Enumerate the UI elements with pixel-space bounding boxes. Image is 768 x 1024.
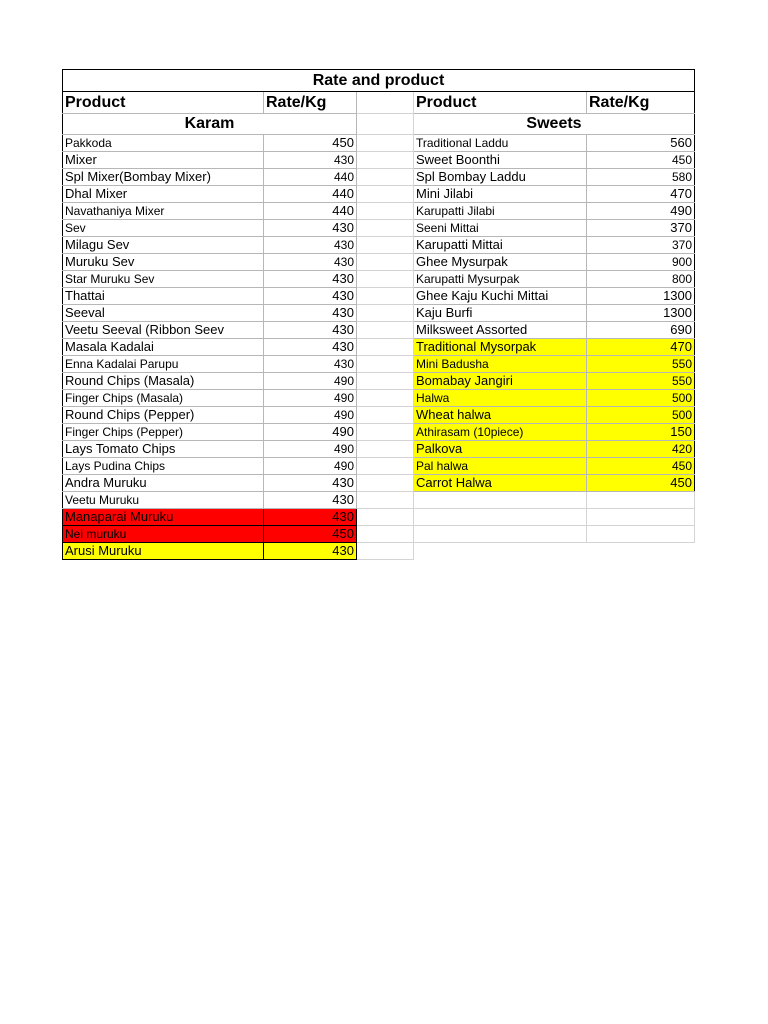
table-row: [63, 271, 695, 288]
sweets-product-name[interactable]: Kaju Burfi: [414, 305, 587, 322]
karam-product-name[interactable]: Sev: [63, 220, 264, 237]
karam-product-rate[interactable]: 430: [264, 152, 357, 169]
sweets-product-rate[interactable]: 800: [587, 271, 695, 288]
karam-product-name[interactable]: Milagu Sev: [63, 237, 264, 254]
empty-cell[interactable]: [414, 492, 587, 509]
table-row: [63, 356, 695, 373]
table-row: [63, 305, 695, 322]
sweets-product-name[interactable]: Bomabay Jangiri: [414, 373, 587, 390]
karam-product-rate[interactable]: 430: [264, 475, 357, 492]
rate-sheet: [62, 69, 695, 560]
gap-cell[interactable]: [357, 356, 414, 373]
karam-product-name[interactable]: Enna Kadalai Parupu: [63, 356, 264, 373]
karam-product-name[interactable]: Veetu Seeval (Ribbon Seev: [63, 322, 264, 339]
karam-product-name[interactable]: Lays Pudina Chips: [63, 458, 264, 475]
karam-product-name[interactable]: Navathaniya Mixer: [63, 203, 264, 220]
empty-cell[interactable]: [414, 509, 587, 526]
karam-product-rate[interactable]: 450: [264, 135, 357, 152]
empty-cell[interactable]: [414, 526, 587, 543]
gap-cell[interactable]: [357, 305, 414, 322]
sweets-product-rate[interactable]: 500: [587, 407, 695, 424]
karam-product-name[interactable]: Round Chips (Pepper): [63, 407, 264, 424]
sweets-product-rate[interactable]: 500: [587, 390, 695, 407]
sweets-product-name[interactable]: Wheat halwa: [414, 407, 587, 424]
karam-product-rate[interactable]: 430: [264, 543, 357, 560]
gap-cell[interactable]: [357, 543, 414, 560]
gap-cell[interactable]: [357, 526, 414, 543]
karam-product-rate[interactable]: 490: [264, 373, 357, 390]
sweets-product-rate[interactable]: 580: [587, 169, 695, 186]
karam-product-name[interactable]: Spl Mixer(Bombay Mixer): [63, 169, 264, 186]
sweets-product-name[interactable]: Karupatti Mysurpak: [414, 271, 587, 288]
sweets-product-rate[interactable]: 470: [587, 339, 695, 356]
karam-product-rate[interactable]: 430: [264, 220, 357, 237]
category-sweets[interactable]: Sweets: [414, 114, 695, 135]
table-row: [63, 322, 695, 339]
header-right-product[interactable]: Product: [414, 92, 587, 114]
table-row: [63, 186, 695, 203]
table-row: [63, 254, 695, 271]
sweets-product-rate[interactable]: 900: [587, 254, 695, 271]
sweets-product-rate[interactable]: 1300: [587, 305, 695, 322]
karam-product-rate[interactable]: 490: [264, 407, 357, 424]
karam-product-name[interactable]: Star Muruku Sev: [63, 271, 264, 288]
sweets-product-rate[interactable]: 690: [587, 322, 695, 339]
sweets-product-name[interactable]: Sweet Boonthi: [414, 152, 587, 169]
sheet-title[interactable]: Rate and product: [63, 70, 695, 92]
karam-product-rate[interactable]: 490: [264, 424, 357, 441]
karam-product-rate[interactable]: 430: [264, 356, 357, 373]
gap-cell[interactable]: [357, 220, 414, 237]
sweets-product-name[interactable]: Traditional Laddu: [414, 135, 587, 152]
sweets-product-name[interactable]: Carrot Halwa: [414, 475, 587, 492]
karam-product-name[interactable]: Seeval: [63, 305, 264, 322]
table-row: [63, 458, 695, 475]
karam-product-name[interactable]: Masala Kadalai: [63, 339, 264, 356]
sweets-product-name[interactable]: Mini Jilabi: [414, 186, 587, 203]
table-row: [63, 373, 695, 390]
empty-cell[interactable]: [587, 526, 695, 543]
karam-product-name[interactable]: Nei muruku: [63, 526, 264, 543]
table-row: [63, 492, 695, 509]
sweets-product-name[interactable]: Halwa: [414, 390, 587, 407]
table-row: [63, 407, 695, 424]
table-row: [63, 169, 695, 186]
table-row: [63, 220, 695, 237]
empty-cell[interactable]: [587, 509, 695, 526]
gap-cell[interactable]: [357, 186, 414, 203]
table-row: [63, 441, 695, 458]
sweets-product-name[interactable]: Karupatti Jilabi: [414, 203, 587, 220]
karam-product-name[interactable]: Round Chips (Masala): [63, 373, 264, 390]
gap-cell[interactable]: [357, 92, 414, 114]
gap-cell[interactable]: [357, 458, 414, 475]
karam-product-name[interactable]: Muruku Sev: [63, 254, 264, 271]
sweets-product-rate[interactable]: 450: [587, 458, 695, 475]
karam-product-rate[interactable]: 430: [264, 492, 357, 509]
sweets-product-rate[interactable]: 550: [587, 356, 695, 373]
table-row: [63, 526, 695, 543]
table-row: [63, 475, 695, 492]
karam-product-rate[interactable]: 430: [264, 322, 357, 339]
gap-cell[interactable]: [357, 407, 414, 424]
empty-cell[interactable]: [414, 543, 587, 560]
karam-product-name[interactable]: Finger Chips (Masala): [63, 390, 264, 407]
sweets-product-rate[interactable]: 370: [587, 220, 695, 237]
karam-product-rate[interactable]: 430: [264, 509, 357, 526]
karam-product-rate[interactable]: 440: [264, 169, 357, 186]
gap-cell[interactable]: [357, 203, 414, 220]
sweets-product-name[interactable]: Ghee Kaju Kuchi Mittai: [414, 288, 587, 305]
gap-cell[interactable]: [357, 475, 414, 492]
sweets-product-name[interactable]: Seeni Mittai: [414, 220, 587, 237]
table-row: [63, 509, 695, 526]
sheet-body: [63, 70, 695, 560]
karam-product-name[interactable]: Finger Chips (Pepper): [63, 424, 264, 441]
karam-product-rate[interactable]: 430: [264, 271, 357, 288]
gap-cell[interactable]: [357, 135, 414, 152]
table-row: [63, 288, 695, 305]
karam-product-name[interactable]: Manaparai Muruku: [63, 509, 264, 526]
karam-product-rate[interactable]: 430: [264, 339, 357, 356]
gap-cell[interactable]: [357, 424, 414, 441]
gap-cell[interactable]: [357, 169, 414, 186]
table-row: [63, 424, 695, 441]
karam-product-name[interactable]: Mixer: [63, 152, 264, 169]
header-left-product[interactable]: Product: [63, 92, 264, 114]
sweets-product-name[interactable]: Athirasam (10piece): [414, 424, 587, 441]
sweets-product-rate[interactable]: 450: [587, 152, 695, 169]
gap-cell[interactable]: [357, 339, 414, 356]
gap-cell[interactable]: [357, 441, 414, 458]
karam-product-rate[interactable]: 490: [264, 458, 357, 475]
karam-product-rate[interactable]: 440: [264, 186, 357, 203]
karam-product-rate[interactable]: 430: [264, 254, 357, 271]
karam-product-name[interactable]: Pakkoda: [63, 135, 264, 152]
header-right-rate[interactable]: Rate/Kg: [587, 92, 695, 114]
table-row: [63, 152, 695, 169]
gap-cell[interactable]: [357, 114, 414, 135]
table-row: [63, 339, 695, 356]
empty-cell[interactable]: [587, 543, 695, 560]
karam-product-name[interactable]: Dhal Mixer: [63, 186, 264, 203]
empty-cell[interactable]: [587, 492, 695, 509]
karam-product-rate[interactable]: 430: [264, 288, 357, 305]
sweets-product-name[interactable]: Spl Bombay Laddu: [414, 169, 587, 186]
karam-product-rate[interactable]: 490: [264, 441, 357, 458]
sweets-product-rate[interactable]: 560: [587, 135, 695, 152]
karam-product-name[interactable]: Veetu Muruku: [63, 492, 264, 509]
gap-cell[interactable]: [357, 152, 414, 169]
header-left-rate[interactable]: Rate/Kg: [264, 92, 357, 114]
sweets-product-rate[interactable]: 1300: [587, 288, 695, 305]
gap-cell[interactable]: [357, 237, 414, 254]
sweets-product-name[interactable]: Palkova: [414, 441, 587, 458]
sweets-product-rate[interactable]: 450: [587, 475, 695, 492]
gap-cell[interactable]: [357, 288, 414, 305]
karam-product-rate[interactable]: 430: [264, 237, 357, 254]
gap-cell[interactable]: [357, 271, 414, 288]
gap-cell[interactable]: [357, 509, 414, 526]
table-row: [63, 135, 695, 152]
karam-product-rate[interactable]: 490: [264, 390, 357, 407]
sweets-product-rate[interactable]: 470: [587, 186, 695, 203]
table-row: [63, 203, 695, 220]
gap-cell[interactable]: [357, 390, 414, 407]
karam-product-name[interactable]: Lays Tomato Chips: [63, 441, 264, 458]
karam-product-rate[interactable]: 440: [264, 203, 357, 220]
sweets-product-name[interactable]: Ghee Mysurpak: [414, 254, 587, 271]
sweets-product-rate[interactable]: 550: [587, 373, 695, 390]
title-row: [63, 70, 695, 92]
category-karam[interactable]: Karam: [63, 114, 357, 135]
sweets-product-name[interactable]: Milksweet Assorted: [414, 322, 587, 339]
category-row: [63, 114, 695, 135]
sweets-product-name[interactable]: Pal halwa: [414, 458, 587, 475]
sweets-product-rate[interactable]: 150: [587, 424, 695, 441]
karam-product-rate[interactable]: 430: [264, 305, 357, 322]
header-row: [63, 92, 695, 114]
table-row: [63, 390, 695, 407]
karam-product-name[interactable]: Andra Muruku: [63, 475, 264, 492]
sweets-product-name[interactable]: Mini Badusha: [414, 356, 587, 373]
karam-product-rate[interactable]: 450: [264, 526, 357, 543]
gap-cell[interactable]: [357, 322, 414, 339]
sweets-product-name[interactable]: Traditional Mysorpak: [414, 339, 587, 356]
gap-cell[interactable]: [357, 492, 414, 509]
table-row: [63, 237, 695, 254]
sweets-product-rate[interactable]: 420: [587, 441, 695, 458]
sweets-product-rate[interactable]: 490: [587, 203, 695, 220]
sweets-product-name[interactable]: Karupatti Mittai: [414, 237, 587, 254]
table-row: [63, 543, 695, 560]
karam-product-name[interactable]: Arusi Muruku: [63, 543, 264, 560]
gap-cell[interactable]: [357, 373, 414, 390]
gap-cell[interactable]: [357, 254, 414, 271]
karam-product-name[interactable]: Thattai: [63, 288, 264, 305]
sweets-product-rate[interactable]: 370: [587, 237, 695, 254]
